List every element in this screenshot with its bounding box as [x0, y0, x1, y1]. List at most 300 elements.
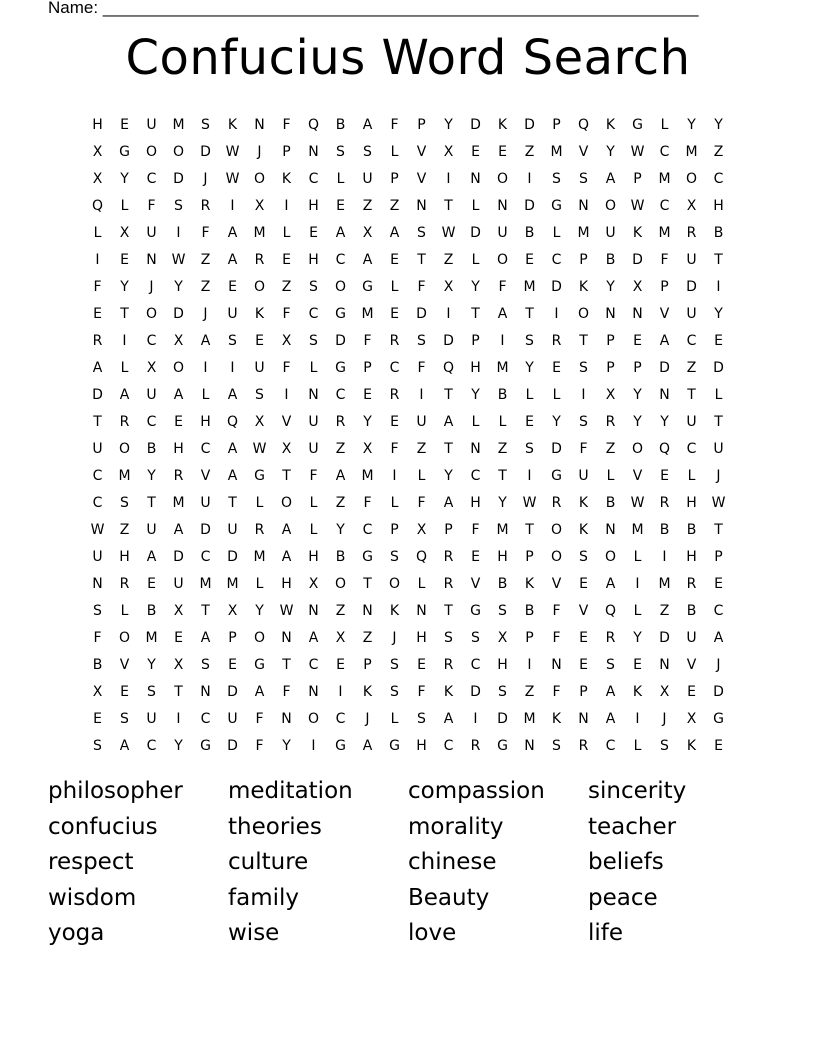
- grid-letter: Z: [659, 602, 670, 619]
- grid-letter: V: [578, 143, 589, 160]
- grid-letter: Y: [525, 359, 534, 376]
- grid-letter: J: [392, 629, 397, 646]
- grid-letter: H: [416, 737, 427, 754]
- grid-letter: F: [417, 683, 426, 700]
- grid-letter: O: [307, 710, 320, 727]
- grid-letter: C: [389, 359, 400, 376]
- grid-letter: A: [497, 305, 508, 322]
- grid-letter: M: [253, 224, 266, 241]
- grid-letter: A: [281, 521, 292, 538]
- grid-letter: U: [92, 440, 103, 457]
- grid-letter: A: [200, 629, 211, 646]
- grid-letter: K: [632, 224, 643, 241]
- grid-letter: D: [227, 548, 238, 565]
- grid-letter: C: [686, 440, 697, 457]
- grid-letter: I: [95, 251, 100, 268]
- grid-letter: A: [362, 737, 373, 754]
- grid-letter: F: [147, 197, 156, 214]
- grid-letter: U: [227, 710, 238, 727]
- grid-letter: T: [525, 305, 534, 322]
- grid-letter: X: [686, 197, 697, 214]
- name-label: Name:: [48, 0, 99, 17]
- grid-letter: T: [228, 494, 237, 511]
- grid-letter: Q: [415, 548, 428, 565]
- grid-letter: M: [658, 224, 671, 241]
- grid-letter: T: [174, 683, 183, 700]
- grid-letter: E: [174, 629, 183, 646]
- grid-letter: A: [227, 440, 238, 457]
- grid-letter: E: [714, 332, 723, 349]
- grid-letter: T: [282, 656, 291, 673]
- grid-letter: O: [685, 170, 698, 187]
- grid-letter: L: [498, 413, 507, 430]
- grid-letter: X: [497, 629, 508, 646]
- grid-letter: K: [362, 683, 373, 700]
- grid-letter: K: [686, 737, 697, 754]
- grid-letter: U: [497, 224, 508, 241]
- grid-letter: K: [281, 170, 292, 187]
- grid-letter: Y: [255, 602, 264, 619]
- grid-letter: R: [443, 656, 454, 673]
- grid-letter: X: [686, 710, 697, 727]
- grid-letter: L: [633, 548, 642, 565]
- grid-letter: P: [525, 629, 534, 646]
- grid-letter: A: [443, 494, 454, 511]
- grid-letter: K: [524, 575, 535, 592]
- grid-letter: Y: [363, 413, 372, 430]
- grid-letter: U: [227, 305, 238, 322]
- grid-letter: D: [659, 629, 670, 646]
- grid-letter: K: [578, 521, 589, 538]
- grid-letter: E: [660, 467, 669, 484]
- grid-letter: I: [392, 467, 397, 484]
- grid-letter: U: [254, 359, 265, 376]
- grid-letter: S: [525, 332, 534, 349]
- grid-letter: N: [578, 197, 589, 214]
- grid-letter: A: [659, 332, 670, 349]
- grid-letter: L: [552, 386, 561, 403]
- grid-letter: F: [363, 332, 372, 349]
- grid-letter: K: [227, 116, 238, 133]
- grid-letter: V: [632, 467, 643, 484]
- grid-letter: S: [498, 683, 507, 700]
- grid-letter: M: [550, 143, 563, 160]
- grid-letter: X: [119, 224, 130, 241]
- grid-letter: E: [633, 656, 642, 673]
- grid-letter: A: [443, 413, 454, 430]
- grid-letter: A: [146, 548, 157, 565]
- grid-letter: W: [441, 224, 456, 241]
- grid-letter: C: [362, 521, 373, 538]
- grid-letter: S: [93, 737, 102, 754]
- grid-letter: G: [470, 602, 481, 619]
- grid-letter: Z: [605, 440, 616, 457]
- grid-letter: P: [363, 656, 372, 673]
- grid-letter: S: [498, 602, 507, 619]
- grid-letter: F: [390, 116, 399, 133]
- word-list-item: wisdom: [48, 884, 137, 911]
- grid-letter: Z: [281, 278, 292, 295]
- grid-letter: W: [225, 170, 240, 187]
- grid-letter: B: [497, 386, 508, 403]
- grid-letter: A: [443, 710, 454, 727]
- grid-letter: P: [228, 629, 237, 646]
- grid-letter: L: [93, 224, 102, 241]
- grid-letter: R: [119, 575, 130, 592]
- grid-letter: F: [255, 737, 264, 754]
- grid-letter: F: [201, 224, 210, 241]
- grid-letter: U: [686, 629, 697, 646]
- grid-letter: L: [120, 602, 129, 619]
- grid-letter: U: [362, 170, 373, 187]
- grid-letter: X: [92, 683, 103, 700]
- grid-letter: T: [120, 305, 129, 322]
- grid-letter: S: [363, 143, 372, 160]
- grid-letter: Y: [606, 278, 615, 295]
- word-list-item: meditation: [228, 778, 353, 804]
- grid-letter: N: [470, 170, 481, 187]
- grid-letter: X: [443, 143, 454, 160]
- grid-letter: L: [660, 116, 669, 133]
- grid-letter: L: [282, 224, 291, 241]
- grid-letter: E: [93, 305, 102, 322]
- grid-letter: G: [254, 467, 265, 484]
- grid-letter: R: [686, 575, 697, 592]
- grid-letter: M: [496, 359, 509, 376]
- grid-letter: B: [605, 251, 616, 268]
- grid-letter: D: [524, 197, 535, 214]
- grid-letter: B: [146, 602, 157, 619]
- grid-letter: L: [309, 359, 318, 376]
- grid-letter: P: [606, 332, 615, 349]
- grid-letter: A: [254, 683, 265, 700]
- grid-letter: O: [145, 143, 158, 160]
- grid-letter: M: [361, 305, 374, 322]
- grid-letter: F: [390, 440, 399, 457]
- grid-letter: N: [416, 602, 427, 619]
- grid-letter: P: [417, 116, 426, 133]
- grid-letter: I: [662, 548, 667, 565]
- grid-letter: S: [525, 440, 534, 457]
- word-list-item: love: [408, 920, 457, 946]
- grid-letter: L: [606, 467, 615, 484]
- grid-letter: E: [579, 575, 588, 592]
- grid-letter: Q: [577, 116, 590, 133]
- grid-letter: N: [605, 305, 616, 322]
- grid-letter: Y: [174, 278, 183, 295]
- grid-letter: S: [579, 548, 588, 565]
- grid-letter: N: [200, 683, 211, 700]
- grid-letter: A: [92, 359, 103, 376]
- grid-letter: M: [361, 467, 374, 484]
- grid-letter: N: [308, 143, 319, 160]
- grid-letter: Y: [282, 737, 291, 754]
- grid-letter: D: [713, 683, 724, 700]
- grid-letter: E: [471, 143, 480, 160]
- grid-letter: H: [416, 629, 427, 646]
- grid-letter: W: [522, 494, 537, 511]
- grid-letter: N: [254, 116, 265, 133]
- grid-letter: P: [363, 359, 372, 376]
- grid-letter: X: [335, 629, 346, 646]
- letter-grid: [84, 111, 732, 759]
- grid-letter: E: [552, 359, 561, 376]
- grid-letter: H: [497, 548, 508, 565]
- name-blank-line: _______________________________________________________________: [102, 0, 699, 17]
- grid-letter: L: [255, 494, 264, 511]
- grid-letter: X: [605, 386, 616, 403]
- word-list-item: confucius: [48, 813, 158, 840]
- grid-letter: U: [146, 710, 157, 727]
- grid-letter: A: [605, 575, 616, 592]
- grid-letter: C: [713, 602, 724, 619]
- grid-letter: P: [390, 170, 399, 187]
- grid-letter: E: [93, 710, 102, 727]
- grid-letter: E: [336, 197, 345, 214]
- grid-letter: T: [498, 467, 507, 484]
- grid-letter: R: [92, 332, 103, 349]
- grid-letter: F: [282, 359, 291, 376]
- grid-letter: J: [257, 143, 262, 160]
- grid-letter: O: [604, 197, 617, 214]
- grid-letter: Y: [633, 386, 642, 403]
- grid-letter: D: [470, 224, 481, 241]
- grid-letter: Y: [471, 278, 480, 295]
- grid-letter: E: [309, 224, 318, 241]
- grid-letter: F: [255, 710, 264, 727]
- grid-letter: D: [173, 548, 184, 565]
- grid-letter: J: [149, 278, 154, 295]
- grid-letter: E: [336, 656, 345, 673]
- grid-letter: B: [686, 521, 697, 538]
- grid-letter: H: [173, 440, 184, 457]
- grid-letter: T: [444, 386, 453, 403]
- grid-letter: B: [659, 521, 670, 538]
- grid-letter: C: [335, 710, 346, 727]
- grid-letter: N: [659, 386, 670, 403]
- grid-letter: Y: [147, 467, 156, 484]
- grid-letter: S: [417, 224, 426, 241]
- grid-letter: X: [362, 224, 373, 241]
- grid-letter: L: [417, 467, 426, 484]
- grid-letter: O: [172, 359, 185, 376]
- grid-letter: N: [524, 737, 535, 754]
- grid-letter: I: [284, 197, 289, 214]
- grid-letter: F: [552, 683, 561, 700]
- grid-letter: W: [252, 440, 267, 457]
- word-list: [48, 778, 768, 956]
- grid-letter: I: [500, 332, 505, 349]
- grid-letter: Y: [552, 413, 561, 430]
- grid-letter: T: [714, 521, 723, 538]
- grid-letter: L: [687, 467, 696, 484]
- grid-letter: Z: [713, 143, 724, 160]
- grid-letter: R: [443, 575, 454, 592]
- grid-letter: I: [527, 467, 532, 484]
- grid-letter: L: [633, 737, 642, 754]
- grid-letter: A: [605, 683, 616, 700]
- grid-letter: L: [255, 575, 264, 592]
- grid-letter: D: [173, 170, 184, 187]
- grid-letter: Z: [686, 359, 697, 376]
- grid-letter: F: [93, 629, 102, 646]
- grid-letter: R: [551, 494, 562, 511]
- grid-letter: R: [686, 224, 697, 241]
- grid-letter: N: [308, 683, 319, 700]
- grid-letter: N: [659, 656, 670, 673]
- grid-letter: D: [470, 683, 481, 700]
- grid-letter: L: [336, 170, 345, 187]
- grid-letter: Z: [524, 143, 535, 160]
- grid-letter: E: [147, 575, 156, 592]
- grid-letter: Q: [442, 359, 455, 376]
- grid-letter: L: [309, 494, 318, 511]
- grid-letter: E: [687, 683, 696, 700]
- grid-letter: N: [470, 440, 481, 457]
- grid-letter: R: [200, 197, 211, 214]
- grid-letter: K: [497, 116, 508, 133]
- grid-letter: V: [470, 575, 481, 592]
- grid-letter: U: [686, 413, 697, 430]
- grid-letter: L: [552, 224, 561, 241]
- grid-letter: H: [686, 548, 697, 565]
- grid-letter: A: [227, 224, 238, 241]
- grid-letter: C: [443, 737, 454, 754]
- grid-letter: S: [444, 629, 453, 646]
- grid-letter: K: [443, 683, 454, 700]
- grid-letter: E: [714, 737, 723, 754]
- grid-letter: X: [254, 413, 265, 430]
- grid-letter: Z: [200, 251, 211, 268]
- grid-letter: S: [552, 170, 561, 187]
- grid-letter: W: [630, 494, 645, 511]
- grid-letter: G: [551, 467, 562, 484]
- grid-letter: B: [713, 224, 724, 241]
- grid-letter: L: [390, 494, 399, 511]
- grid-letter: Z: [362, 629, 373, 646]
- grid-letter: E: [120, 683, 129, 700]
- grid-letter: O: [496, 251, 509, 268]
- grid-letter: S: [255, 386, 264, 403]
- grid-letter: T: [471, 305, 480, 322]
- grid-letter: X: [416, 521, 427, 538]
- grid-letter: L: [309, 521, 318, 538]
- word-list-item: culture: [228, 849, 309, 875]
- grid-letter: Z: [335, 440, 346, 457]
- grid-letter: D: [713, 359, 724, 376]
- grid-letter: X: [173, 656, 184, 673]
- grid-letter: F: [552, 602, 561, 619]
- grid-letter: V: [119, 656, 130, 673]
- grid-letter: C: [470, 656, 481, 673]
- grid-letter: Y: [444, 467, 453, 484]
- grid-letter: U: [227, 521, 238, 538]
- grid-letter: E: [120, 116, 129, 133]
- grid-letter: K: [254, 305, 265, 322]
- grid-letter: E: [417, 656, 426, 673]
- grid-letter: N: [605, 521, 616, 538]
- grid-letter: L: [390, 710, 399, 727]
- grid-letter: U: [173, 575, 184, 592]
- grid-letter: T: [201, 602, 210, 619]
- grid-letter: Z: [335, 494, 346, 511]
- grid-letter: U: [416, 413, 427, 430]
- grid-letter: R: [551, 332, 562, 349]
- grid-letter: C: [146, 170, 157, 187]
- grid-letter: Q: [658, 440, 671, 457]
- grid-letter: P: [579, 683, 588, 700]
- word-list-item: philosopher: [48, 778, 183, 804]
- grid-letter: R: [578, 737, 589, 754]
- grid-letter: Y: [336, 521, 345, 538]
- grid-letter: P: [633, 170, 642, 187]
- word-list-item: peace: [588, 884, 658, 911]
- grid-letter: I: [230, 197, 235, 214]
- grid-letter: N: [308, 386, 319, 403]
- grid-letter: X: [362, 440, 373, 457]
- grid-letter: N: [362, 602, 373, 619]
- grid-letter: A: [227, 386, 238, 403]
- grid-letter: M: [199, 575, 212, 592]
- grid-letter: N: [632, 305, 643, 322]
- grid-letter: V: [578, 602, 589, 619]
- grid-letter: D: [173, 305, 184, 322]
- grid-letter: I: [176, 710, 181, 727]
- grid-letter: O: [253, 170, 266, 187]
- grid-letter: R: [254, 521, 265, 538]
- grid-letter: S: [390, 656, 399, 673]
- grid-letter: Z: [200, 278, 211, 295]
- grid-letter: V: [686, 656, 697, 673]
- grid-letter: A: [335, 224, 346, 241]
- grid-letter: O: [253, 278, 266, 295]
- grid-letter: C: [308, 656, 319, 673]
- grid-letter: X: [92, 170, 103, 187]
- grid-letter: U: [308, 440, 319, 457]
- word-list-item: respect: [48, 849, 134, 875]
- grid-letter: A: [308, 629, 319, 646]
- grid-letter: N: [92, 575, 103, 592]
- grid-letter: M: [685, 143, 698, 160]
- grid-letter: J: [662, 710, 667, 727]
- grid-letter: U: [308, 413, 319, 430]
- grid-letter: D: [632, 251, 643, 268]
- grid-letter: O: [604, 548, 617, 565]
- grid-letter: P: [525, 548, 534, 565]
- grid-letter: G: [497, 737, 508, 754]
- grid-letter: M: [226, 575, 239, 592]
- grid-letter: I: [176, 224, 181, 241]
- grid-letter: O: [118, 629, 131, 646]
- grid-letter: M: [658, 575, 671, 592]
- grid-letter: E: [390, 413, 399, 430]
- grid-letter: F: [660, 251, 669, 268]
- grid-letter: Q: [91, 197, 104, 214]
- grid-letter: N: [551, 656, 562, 673]
- grid-letter: U: [713, 440, 724, 457]
- grid-letter: X: [281, 332, 292, 349]
- grid-letter: T: [444, 602, 453, 619]
- grid-letter: P: [633, 359, 642, 376]
- grid-letter: B: [524, 224, 535, 241]
- grid-letter: D: [551, 278, 562, 295]
- word-list-item: morality: [408, 813, 504, 840]
- grid-letter: G: [362, 278, 373, 295]
- grid-letter: S: [579, 359, 588, 376]
- grid-letter: S: [336, 143, 345, 160]
- grid-letter: K: [632, 683, 643, 700]
- grid-letter: C: [551, 251, 562, 268]
